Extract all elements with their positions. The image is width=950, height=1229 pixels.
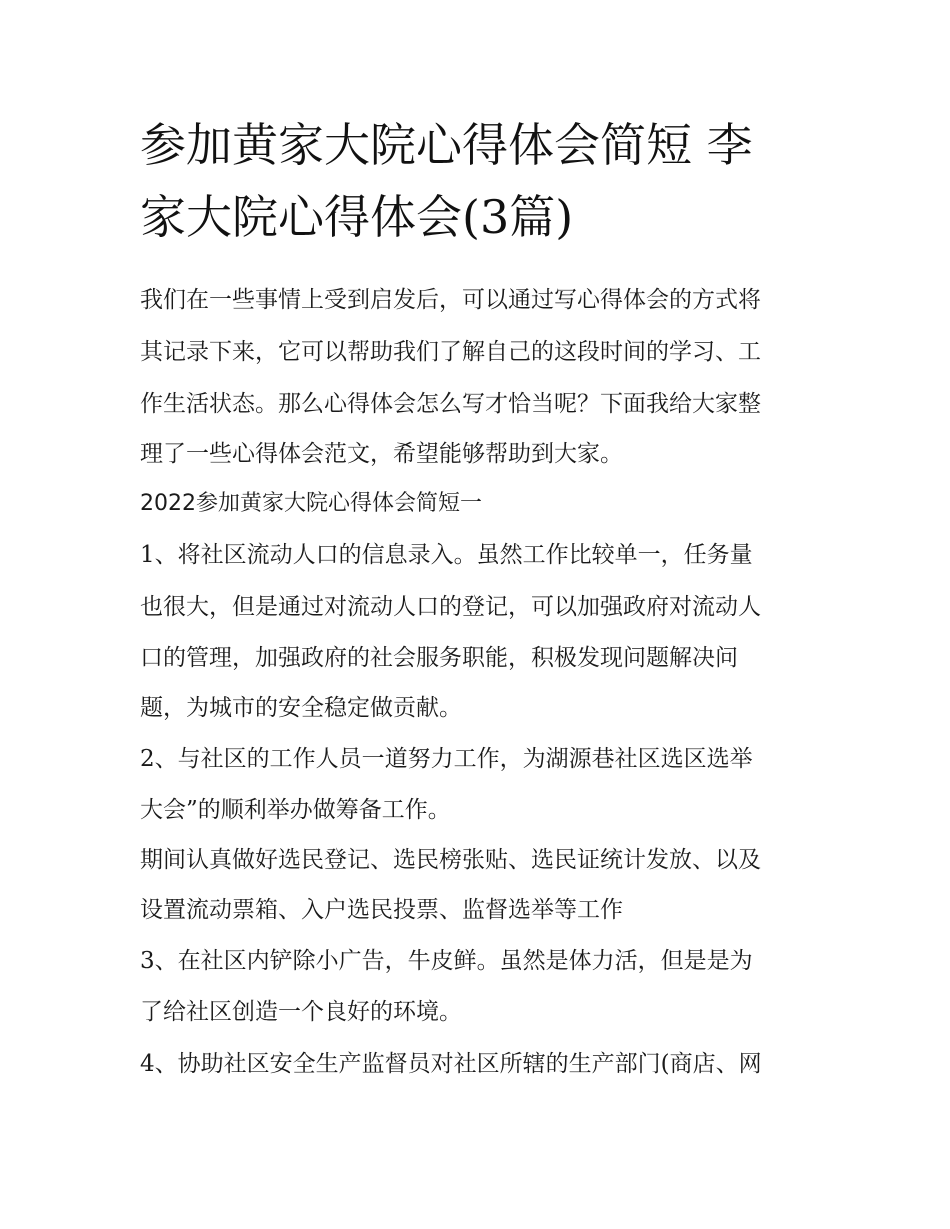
intro-line-1: 我们在一些事情上受到启发后，可以通过写心得体会的方式将 <box>140 287 761 313</box>
item-1-line-1: 1、将社区流动人口的信息录入。虽然工作比较单一，任务量 <box>140 542 753 568</box>
item-2-line-2: 大会”的顺利举办做筹备工作。 <box>140 797 451 823</box>
paragraph-line-1: 期间认真做好选民登记、选民榜张贴、选民证统计发放、以及 <box>140 847 761 873</box>
item-2-line-1: 2、与社区的工作人员一道努力工作，为湖源巷社区选区选举 <box>140 746 753 772</box>
intro-line-3: 作生活状态。那么心得体会怎么写才恰当呢？下面我给大家整 <box>140 391 761 417</box>
item-4-line-1: 4、协助社区安全生产监督员对社区所辖的生产部门(商店、网 <box>140 1051 762 1077</box>
item-3-line-2: 了给社区创造一个良好的环境。 <box>140 999 462 1025</box>
item-1-line-2: 也很大，但是通过对流动人口的登记，可以加强政府对流动人 <box>140 594 761 620</box>
intro-line-2: 其记录下来，它可以帮助我们了解自己的这段时间的学习、工 <box>140 339 761 365</box>
item-3-line-1: 3、在社区内铲除小广告，牛皮鲜。虽然是体力活，但是是为 <box>140 948 753 974</box>
document-title-line-2: 家大院心得体会(3篇) <box>140 190 574 244</box>
intro-line-4: 理了一些心得体会范文，希望能够帮助到大家。 <box>140 441 623 467</box>
paragraph-line-2: 设置流动票箱、入户选民投票、监督选举等工作 <box>140 897 623 923</box>
section-heading: 2022参加黄家大院心得体会简短一 <box>140 491 482 516</box>
document-title-line-1: 参加黄家大院心得体会简短 李 <box>140 118 753 172</box>
item-1-line-4: 题，为城市的安全稳定做贡献。 <box>140 695 462 721</box>
item-1-line-3: 口的管理，加强政府的社会服务职能，积极发现问题解决问 <box>140 645 738 671</box>
